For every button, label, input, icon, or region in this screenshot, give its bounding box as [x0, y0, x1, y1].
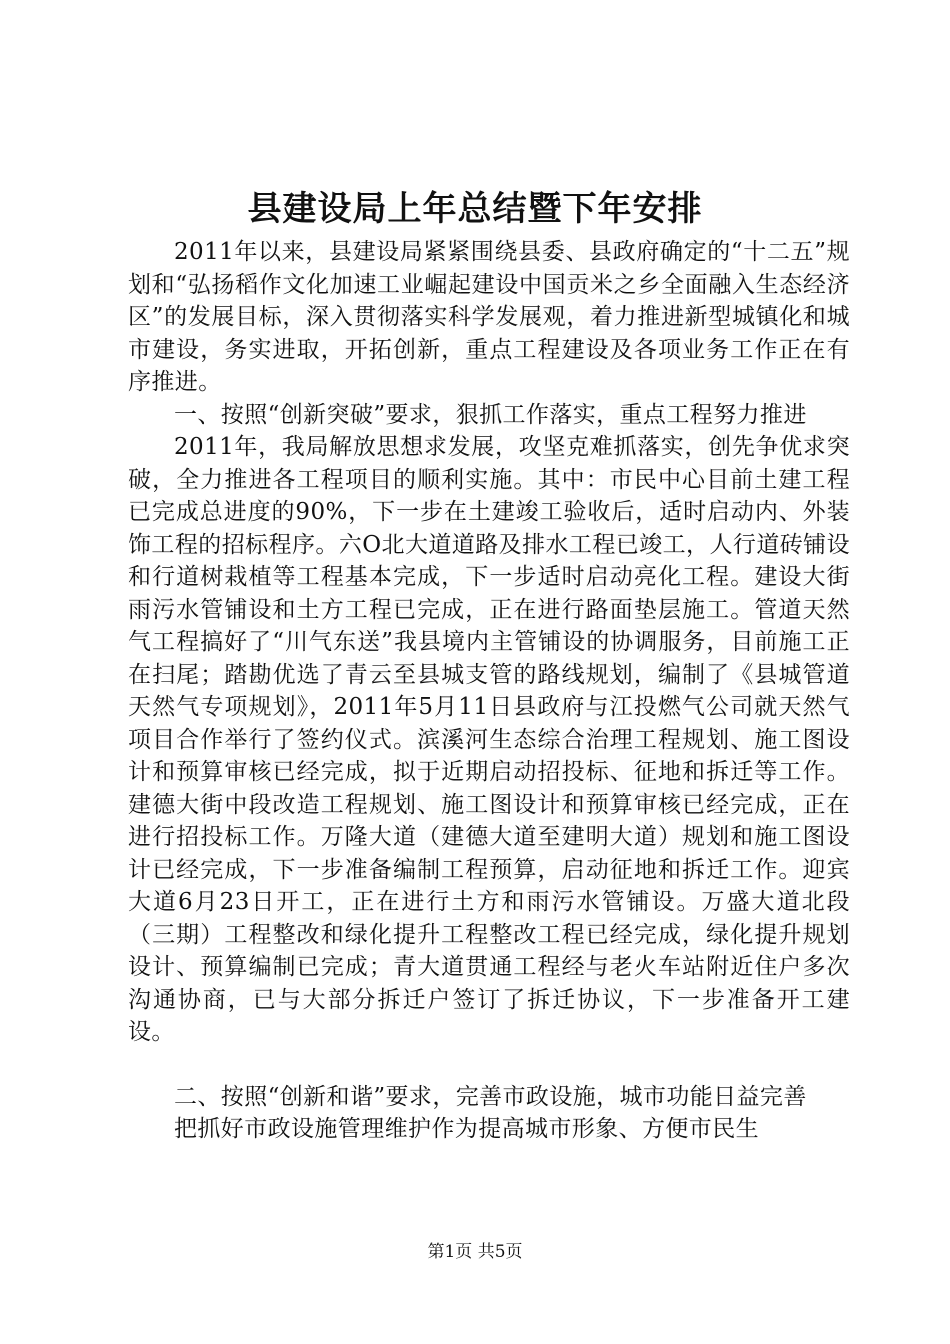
page-number-footer: 第1页 共5页 [427, 1242, 523, 1262]
section-two-paragraph: 把抓好市政设施管理维护作为提高城市形象、方便市民生 [174, 1116, 759, 1142]
paragraph-spacer [128, 1049, 850, 1081]
intro-paragraph: 2011年以来，县建设局紧紧围绕县委、县政府确定的“十二五”规划和“弘扬稻作文化加速工业崛起建设中国贡米之乡全面融入生态经济区”的发展目标，深入贯彻落实科学发展观，着力推进新型城镇化和城市建设，务实进取，开拓创新，重点工程建设及各项业务工作正在有序推进。 [128, 239, 850, 395]
document-title: 县建设局上年总结暨下年安排 [247, 189, 703, 229]
section-one-paragraph: 2011年，我局解放思想求发展，攻坚克难抓落实，创先争优求突破，全力推进各工程项目的顺利实施。其中：市民中心目前土建工程已完成总进度的90%，下一步在土建竣工验收后，适时启动内、外装饰工程的招标程序。六O北大道道路及排水工程已竣工，人行道砖铺设和行道树栽植等工程基本完成，下一步适时启动亮化工程。建设大街雨污水管铺设和土方工程已完成，正在进行路面垫层施工。管道天然气工程搞好了“川气东送”我县境内主管铺设的协调服务，目前施工正在扫尾；踏勘优选了青云至县城支管的路线规划，编制了《县城管道天然气专项规划》，2011年5月11日县政府与江投燃气公司就天然气项目合作举行了签约仪式。滨溪河生态综合治理工程规划、施工图设计和预算审核已经完成，拟于近期启动招投标、征地和拆迁等工作。建德大街中段改造工程规划、施工图设计和预算审核已经完成，正在进行招投标工作。万隆大道（建德大道至建明大道）规划和施工图设计已经完成，下一步准备编制工程预算，启动征地和拆迁工作。迎宾大道6月23日开工，正在进行土方和雨污水管铺设。万盛大道北段（三期）工程整改和绿化提升工程整改工程已经完成，绿化提升规划设计、预算编制已完成；青大道贯通工程经与老火车站附近住户多次沟通协商，已与大部分拆迁户签订了拆迁协议，下一步准备开工建设。 [128, 434, 850, 1045]
document-body [128, 236, 850, 1146]
section-two-heading: 二、按照“创新和谐”要求，完善市政设施，城市功能日益完善 [174, 1083, 807, 1110]
section-one-heading: 一、按照“创新突破”要求，狠抓工作落实，重点工程努力推进 [174, 401, 807, 428]
